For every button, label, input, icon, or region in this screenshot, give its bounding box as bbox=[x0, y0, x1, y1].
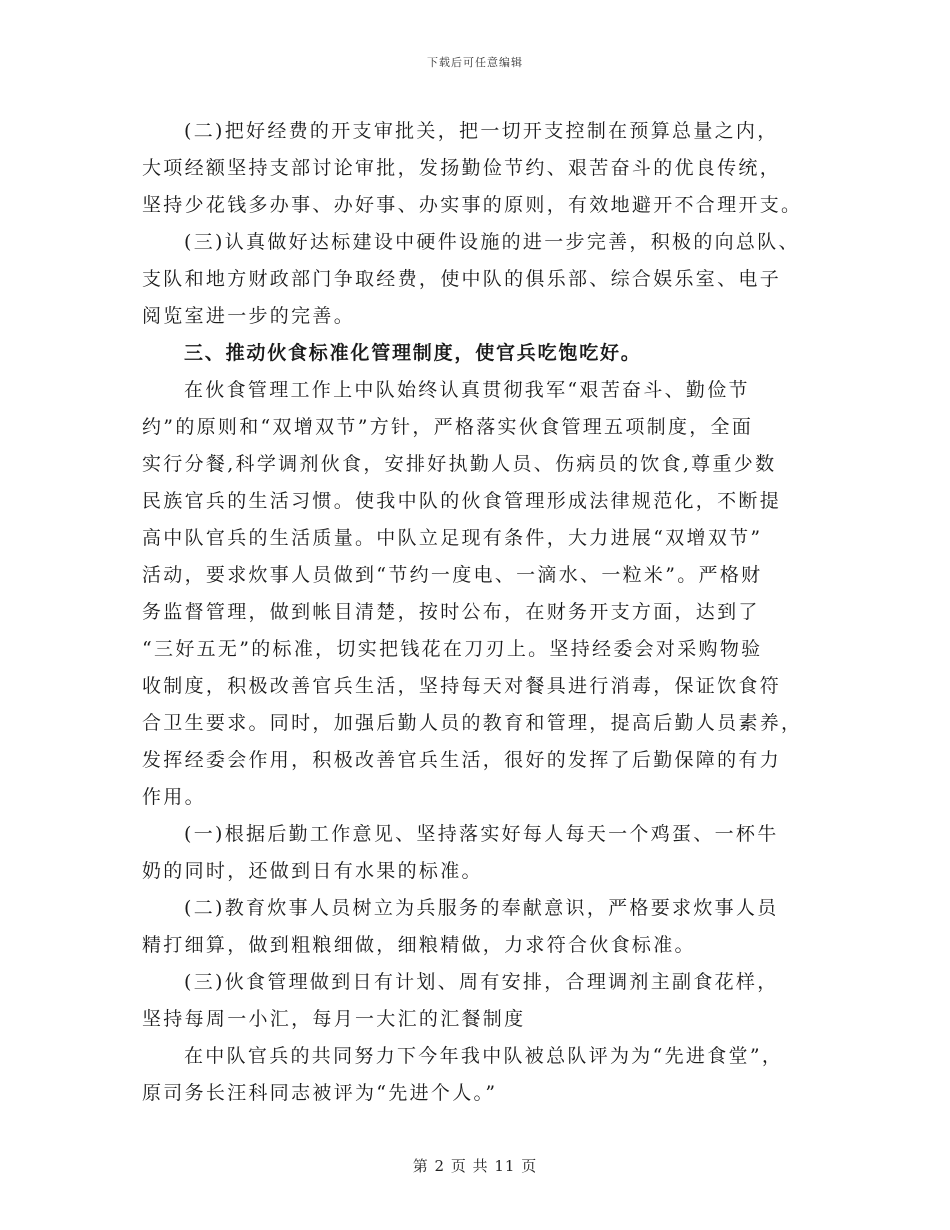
section-heading: 三、推动伙食标准化管理制度，使官兵吃饱吃好。 bbox=[184, 342, 642, 364]
paragraph-line: 约”的原则和“双增双节”方针，严格落实伙食管理五项制度，全面 bbox=[142, 416, 754, 438]
paragraph-line: 原司务长汪科同志被评为“先进个人。” bbox=[142, 1082, 498, 1104]
paragraph-line: (三)伙食管理做到日有计划、周有安排，合理调剂主副食花样， bbox=[184, 971, 779, 993]
paragraph-line: 合卫生要求。同时，加强后勤人员的教育和管理，提高后勤人员素养， bbox=[142, 712, 803, 734]
paragraph-line: 活动，要求炊事人员做到“节约一度电、一滴水、一粒米”。严格财 bbox=[142, 564, 763, 586]
document-body bbox=[142, 113, 812, 1112]
paragraph-line: 支队和地方财政部门争取经费，使中队的俱乐部、综合娱乐室、电子 bbox=[142, 268, 782, 290]
paragraph-line: 收制度，积极改善官兵生活，坚持每天对餐具进行消毒，保证饮食符 bbox=[142, 675, 782, 697]
paragraph-line: 精打细算，做到粗粮细做，细粮精做，力求符合伙食标准。 bbox=[142, 934, 696, 956]
page-header-note: 下载后可任意编辑 bbox=[427, 56, 523, 69]
paragraph-line: 民族官兵的生活习惯。使我中队的伙食管理形成法律规范化，不断提 bbox=[142, 490, 782, 512]
paragraph-line: 奶的同时，还做到日有水果的标准。 bbox=[142, 860, 483, 882]
paragraph-line: (二)教育炊事人员树立为兵服务的奉献意识，严格要求炊事人员 bbox=[184, 897, 779, 919]
paragraph-line: 务监督管理，做到帐目清楚，按时公布，在财务开支方面，达到了 bbox=[142, 601, 760, 623]
paragraph-line: 坚持每周一小汇，每月一大汇的汇餐制度 bbox=[142, 1008, 526, 1030]
paragraph-line: 高中队官兵的生活质量。中队立足现有条件，大力进展“双增双节” bbox=[142, 527, 763, 549]
paragraph-line: (二)把好经费的开支审批关，把一切开支控制在预算总量之内， bbox=[184, 120, 779, 142]
paragraph-line: (三)认真做好达标建设中硬件设施的进一步完善，积极的向总队、 bbox=[184, 231, 800, 253]
paragraph-line: 在伙食管理工作上中队始终认真贯彻我军“艰苦奋斗、勤俭节 bbox=[184, 379, 750, 401]
paragraph-line: 阅览室进一步的完善。 bbox=[142, 305, 356, 327]
paragraph-line: 发挥经委会作用，积极改善官兵生活，很好的发挥了后勤保障的有力 bbox=[142, 749, 782, 771]
paragraph-line: 大项经额坚持支部讨论审批，发扬勤俭节约、艰苦奋斗的优良传统， bbox=[142, 157, 782, 179]
paragraph-line: 在中队官兵的共同努力下今年我中队被总队评为为“先进食堂”， bbox=[184, 1045, 784, 1067]
paragraph-line: “三好五无”的标准，切实把钱花在刀刃上。坚持经委会对采购物验 bbox=[142, 638, 763, 660]
paragraph-line: 实行分餐,科学调剂伙食，安排好执勤人员、伤病员的饮食,尊重少数 bbox=[142, 453, 777, 475]
page-number: 第 2 页 共 11 页 bbox=[412, 1157, 538, 1175]
paragraph-line: 作用。 bbox=[142, 786, 206, 808]
paragraph-line: 坚持少花钱多办事、办好事、办实事的原则，有效地避开不合理开支。 bbox=[142, 194, 803, 216]
paragraph-line: (一)根据后勤工作意见、坚持落实好每人每天一个鸡蛋、一杯牛 bbox=[184, 823, 779, 845]
